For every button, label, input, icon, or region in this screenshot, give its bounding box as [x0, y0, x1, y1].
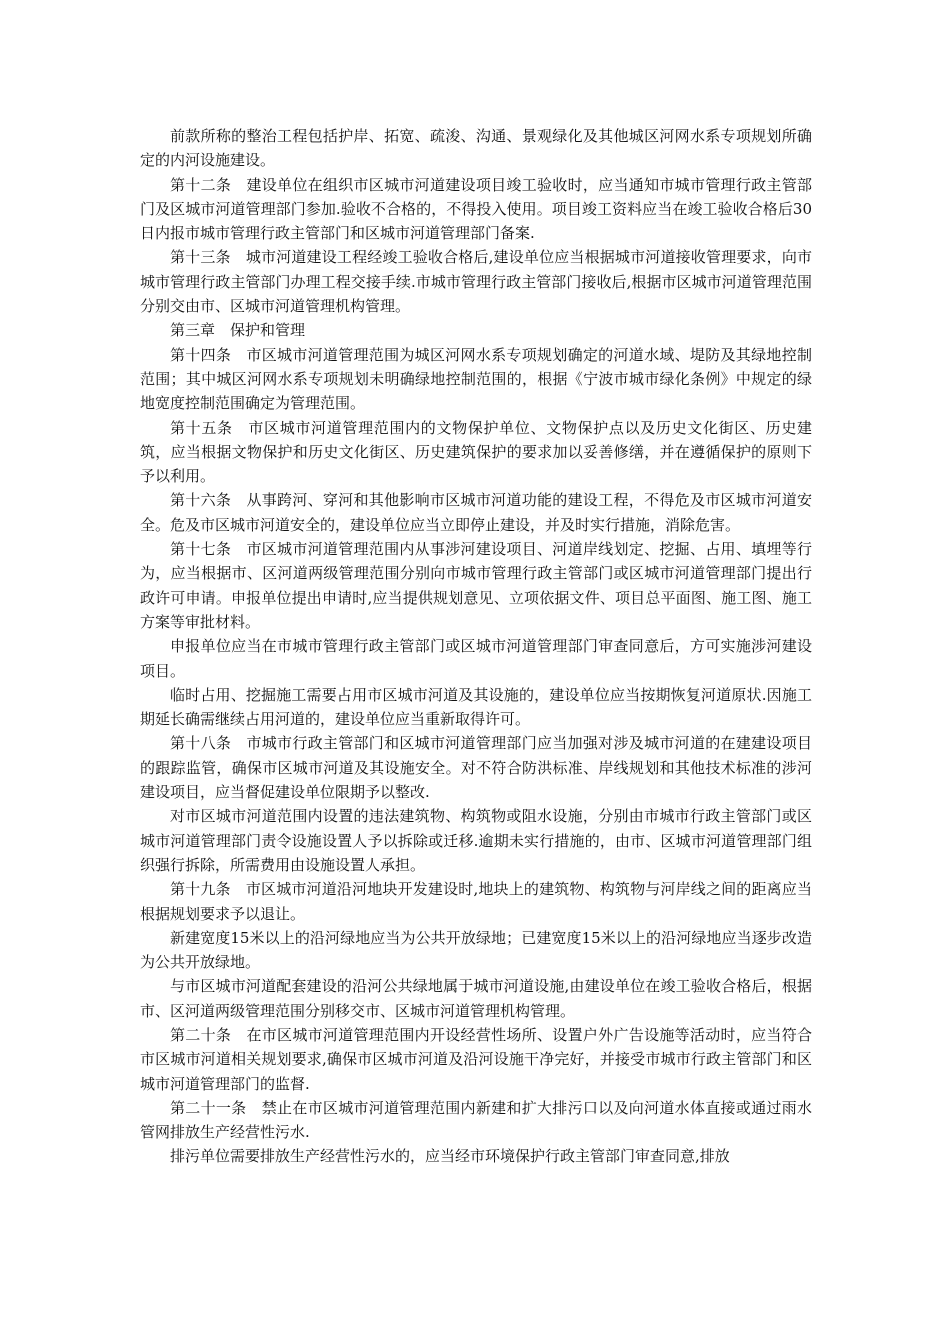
- paragraph: 对市区城市河道范围内设置的违法建筑物、构筑物或阻水设施，分别由市城市行政主管部门或区城市河道管理部门责令设施设置人予以拆除或迁移.逾期未实行措施的，由市、区城市河道管理部门组织强行拆除，所需费用由设施设置人承担。: [140, 807, 812, 874]
- article-15: 第十五条 市区城市河道管理范围内的文物保护单位、文物保护点以及历史文化街区、历史建筑，应当根据文物保护和历史文化街区、历史建筑保护的要求加以妥善修缮，并在遵循保护的原则下予以利用。: [140, 418, 812, 486]
- paragraph: 临时占用、挖掘施工需要占用市区城市河道及其设施的，建设单位应当按期恢复河道原状.因施工期延长确需继续占用河道的，建设单位应当重新取得许可。: [140, 685, 812, 729]
- article-12: 第十二条 建设单位在组织市区城市河道建设项目竣工验收时，应当通知市城市管理行政主管部门及区城市河道管理部门参加.验收不合格的，不得投入使用。项目竣工资料应当在竣工验收合格后30日内报市城市管理行政主管部门和区城市河道管理部门备案.: [140, 175, 812, 243]
- paragraph: 前款所称的整治工程包括护岸、拓宽、疏浚、沟通、景观绿化及其他城区河网水系专项规划所确定的内河设施建设。: [140, 127, 812, 170]
- chapter-heading: 第三章 保护和管理: [170, 321, 306, 340]
- document-body: [140, 124, 812, 1169]
- paragraph: 排污单位需要排放生产经营性污水的，应当经市环境保护行政主管部门审查同意,排放: [170, 1147, 730, 1166]
- article-17: 第十七条 市区城市河道管理范围内从事涉河建设项目、河道岸线划定、挖掘、占用、填埋等行为，应当根据市、区河道两级管理范围分别向市城市管理行政主管部门或区城市河道管理部门提出行政许可申请。申报单位提出申请时,应当提供规划意见、立项依据文件、项目总平面图、施工图、施工方案等审批材料。: [140, 540, 812, 631]
- paragraph: 新建宽度15米以上的沿河绿地应当为公共开放绿地；已建宽度15米以上的沿河绿地应当逐步改造为公共开放绿地。: [140, 928, 812, 972]
- article-13: 第十三条 城市河道建设工程经竣工验收合格后,建设单位应当根据城市河道接收管理要求，向市城市管理行政主管部门办理工程交接手续.市城市管理行政主管部门接收后,根据市区城市河道管理范围分别交由市、区城市河道管理机构管理。: [140, 248, 812, 316]
- article-21: 第二十一条 禁止在市区城市河道管理范围内新建和扩大排污口以及向河道水体直接或通过雨水管网排放生产经营性污水.: [140, 1098, 812, 1142]
- article-18: 第十八条 市城市行政主管部门和区城市河道管理部门应当加强对涉及城市河道的在建建设项目的跟踪监管，确保市区城市河道及其设施安全。对不符合防洪标准、岸线规划和其他技术标准的涉河建设项目，应当督促建设单位限期予以整改.: [140, 734, 812, 802]
- article-19: 第十九条 市区城市河道沿河地块开发建设时,地块上的建筑物、构筑物与河岸线之间的距离应当根据规划要求予以退让。: [140, 880, 812, 923]
- paragraph: 申报单位应当在市城市管理行政主管部门或区城市河道管理部门审查同意后，方可实施涉河建设项目。: [140, 637, 812, 680]
- article-16: 第十六条 从事跨河、穿河和其他影响市区城市河道功能的建设工程，不得危及市区城市河道安全。危及市区城市河道安全的，建设单位应当立即停止建设，并及时实行措施，消除危害。: [140, 491, 812, 534]
- article-20: 第二十条 在市区城市河道管理范围内开设经营性场所、设置户外广告设施等活动时，应当符合市区城市河道相关规划要求,确保市区城市河道及沿河设施干净完好，并接受市城市行政主管部门和区城市河道管理部门的监督.: [140, 1025, 812, 1093]
- paragraph: 与市区城市河道配套建设的沿河公共绿地属于城市河道设施,由建设单位在竣工验收合格后，根据市、区河道两级管理范围分别移交市、区城市河道管理机构管理。: [140, 977, 812, 1020]
- article-14: 第十四条 市区城市河道管理范围为城区河网水系专项规划确定的河道水域、堤防及其绿地控制范围；其中城区河网水系专项规划未明确绿地控制范围的，根据《宁波市城市绿化条例》中规定的绿地宽度控制范围确定为管理范围。: [140, 345, 812, 413]
